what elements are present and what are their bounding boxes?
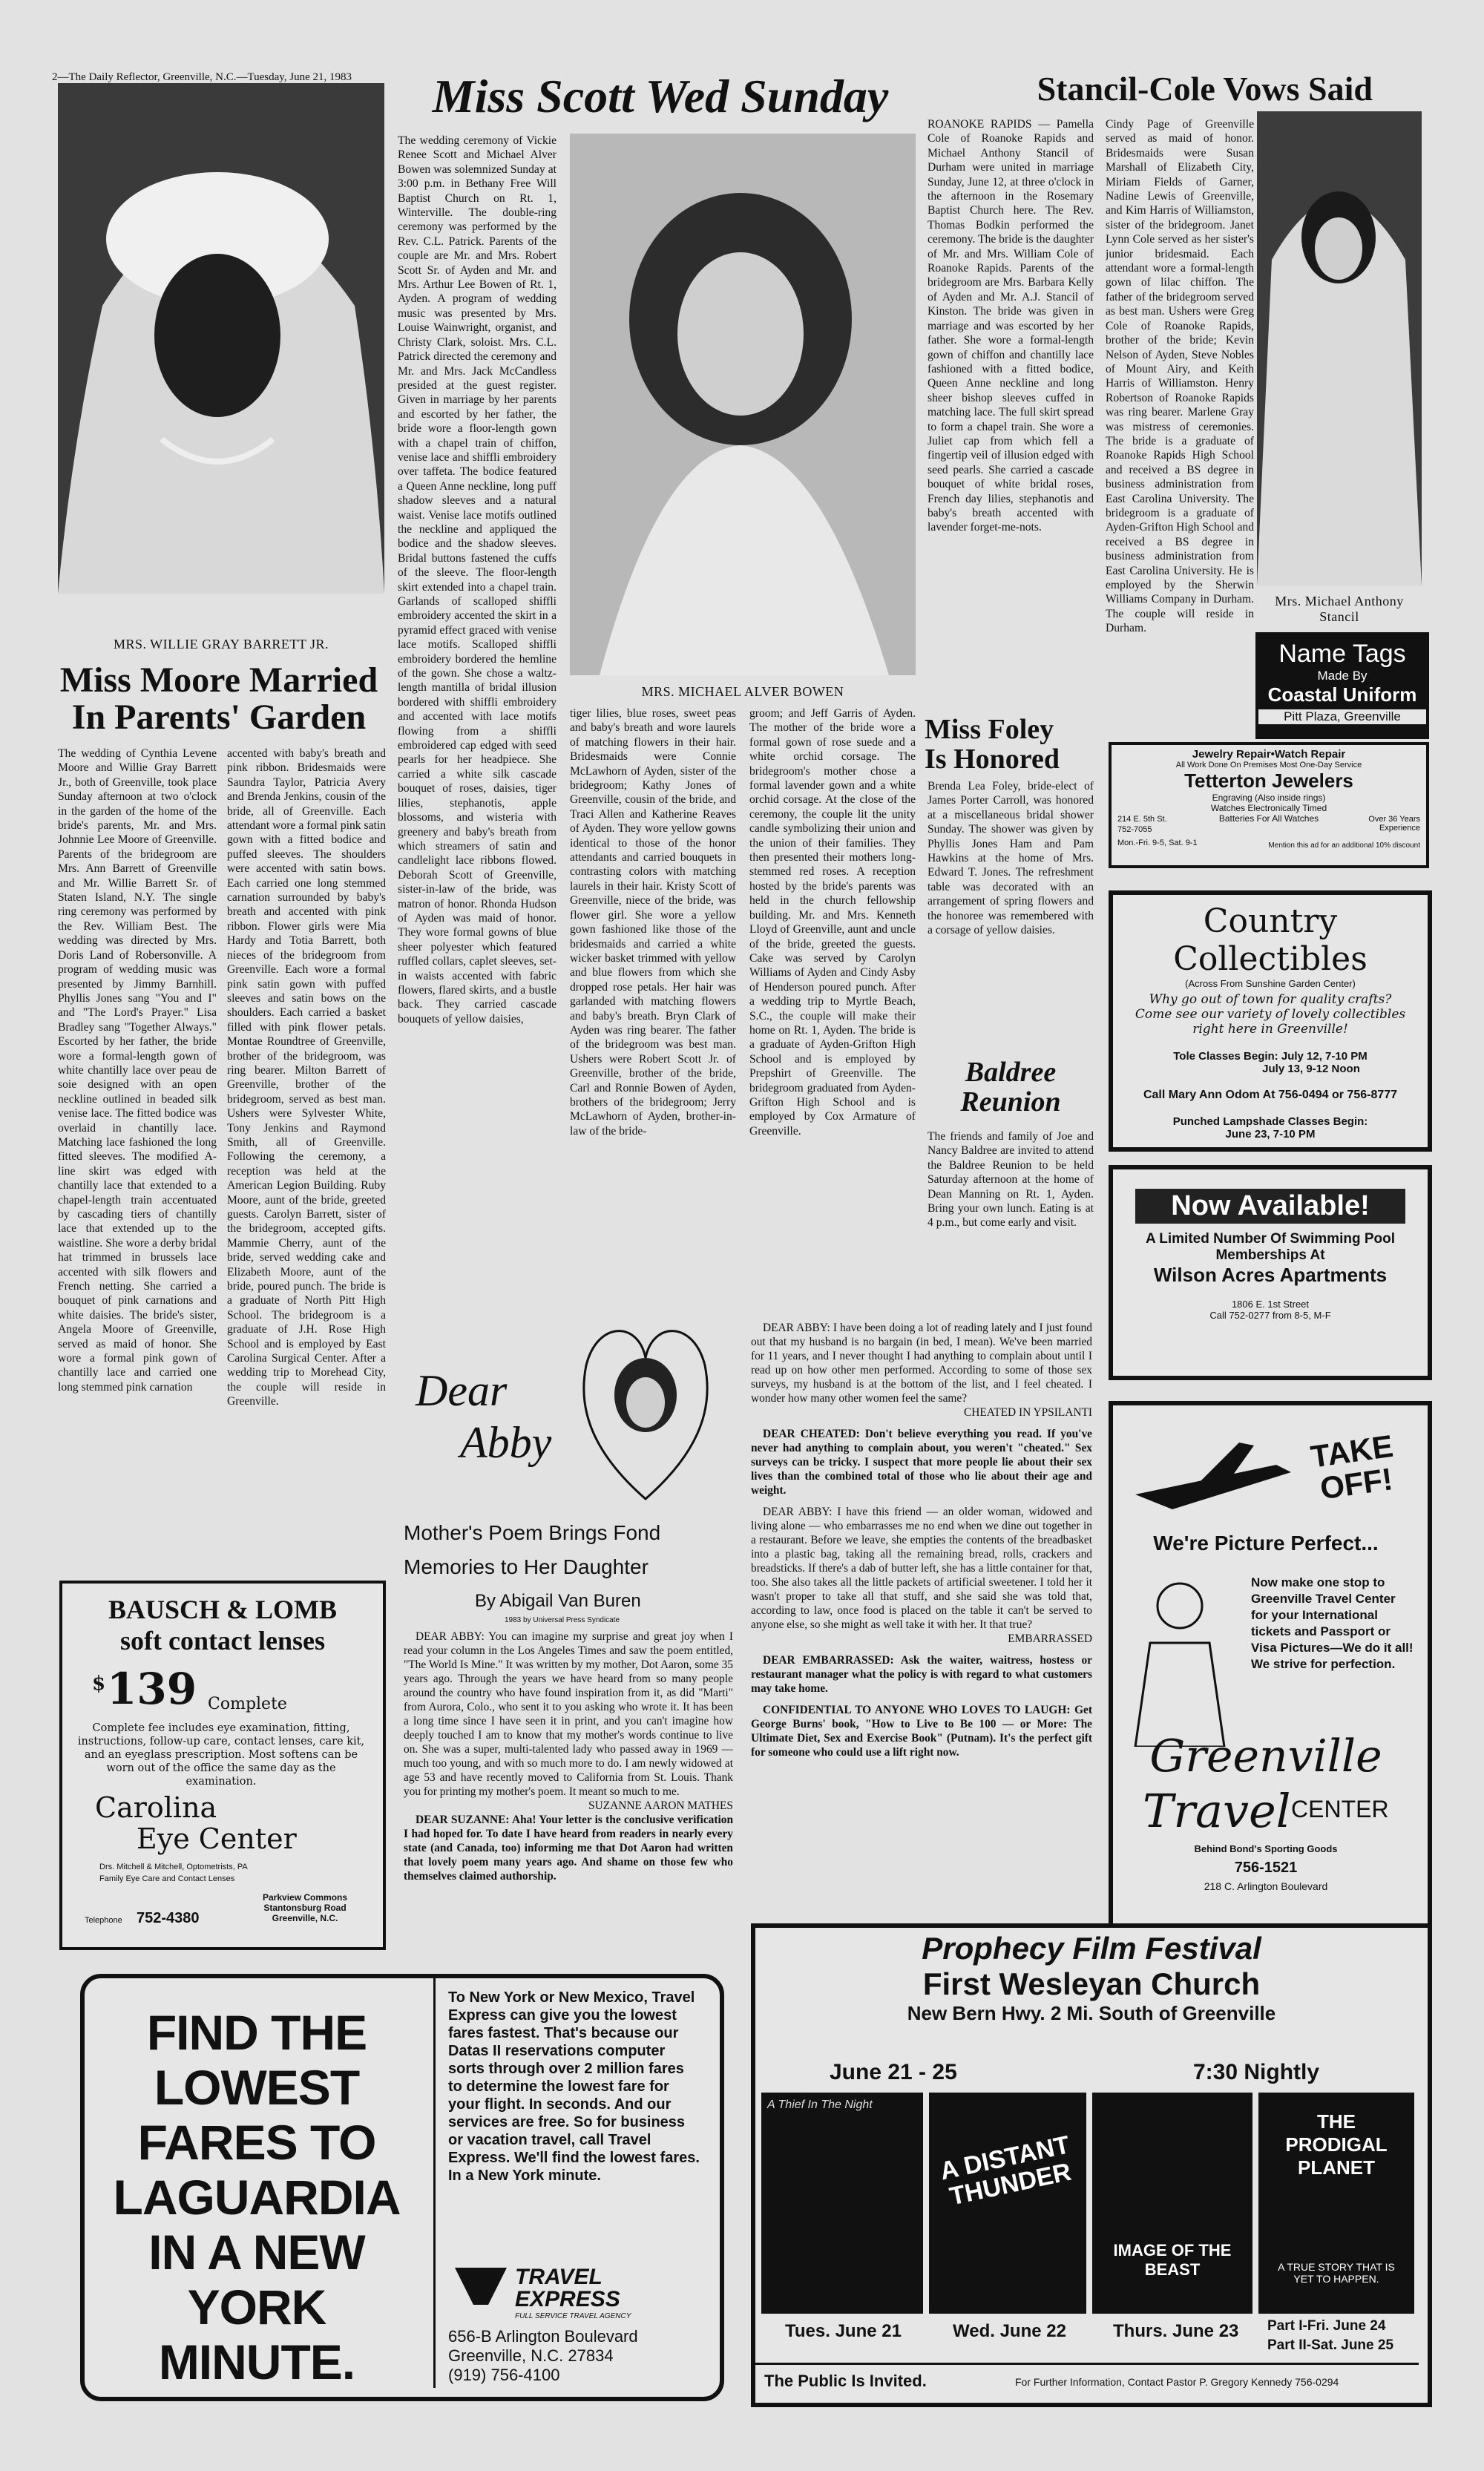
country-q2: Come see our variety of lovely collectibles [1135, 1007, 1406, 1022]
nametags-company: Coastal Uniform [1267, 683, 1417, 706]
tetterton-line1: Engraving (Also inside rings) [1212, 793, 1326, 803]
prophecy-info: For Further Information, Contact Pastor P. Gregory Kennedy 756-0294 [1015, 2376, 1339, 2388]
film-title-beast: IMAGE OF THE BEAST [1113, 2241, 1232, 2279]
barrett-caption: MRS. WILLIE GRAY BARRETT JR. [113, 637, 329, 652]
abby-answer-3: DEAR EMBARRASSED: Ask the waiter, waitress, hostess or restaurant manager what the policy is with regard to what customers may take home. [751, 1654, 1092, 1695]
lowest-fares-headline: FIND THE LOWEST FARES TO LAGUARDIA IN A NEW YORK MINUTE. [113, 2005, 401, 2389]
abby-headline-2: Memories to Her Daughter [404, 1555, 649, 1578]
wilson-line1: A Limited Number Of Swimming Pool [1145, 1231, 1396, 1247]
travel-express-logo2: EXPRESS [515, 2287, 620, 2311]
bausch-dollar: $ [92, 1673, 106, 1695]
wilson-acres-ad [1109, 1165, 1432, 1380]
abby-answer-1: DEAR SUZANNE: Aha! Your letter is the conclusive verification I had hoped for. To date I have heard from readers in nearly every state (and Canada, too) informing me that Dot Aaron had written that lovely poem many years ago. And shame on those few who themselves claimed authorship. [404, 1814, 733, 1883]
prophecy-location: New Bern Hwy. 2 Mi. South of Greenville [907, 2002, 1276, 2024]
lowest-body: To New York or New Mexico, Travel Express can give you the lowest fares fastest. That's because our Datas II reservations computer sorts through over 2 million fares to determine the lowest fare for your flight. In seconds. And our services are free. So for business or vacation travel, call Travel Express. We'll find the lowest fares. In a New York minute. [448, 1989, 700, 2184]
stancil-caption [1257, 594, 1422, 625]
prophecy-invite: The Public Is Invited. [764, 2372, 927, 2390]
tetterton-line2: Watches Electronically Timed [1210, 803, 1327, 813]
cole-headline: Stancil-Cole Vows Said [1037, 70, 1373, 108]
traveler-illustration [1128, 1569, 1239, 1747]
foley-headline-line2: Is Honored [925, 743, 1060, 775]
carolina-location [263, 1892, 347, 1923]
tetterton-experience [1368, 815, 1420, 833]
film-title-thief: A Thief In The Night [767, 2098, 873, 2111]
tetterton-phone: 752-7055 [1117, 825, 1152, 834]
travel-express-logo1: TRAVEL [515, 2265, 603, 2289]
abby-letter-3: DEAR ABBY: I have this friend — an older woman, widowed and living alone — who embarrasses me no end when we dine out together in a restaurant. Before we leave, she empties the contents of the breadbasket into a plastic bag, taking all the remaining bread, rolls, crackers and breadsticks. If there's a dab of butter left, she has a little container for that, too. She also takes all the little packets of artificial sweetener. I told her it wasn't proper to take all that stuff, and she said she was told that, according to law, once food is placed on the table it can't be served to anyone else, so she might as well take it with her. It that true? [751, 1506, 1092, 1631]
stancil-caption-line2: Stancil [1319, 609, 1359, 624]
nametags-heading: Name Tags [1278, 640, 1406, 668]
film-date-3: Thurs. June 23 [1113, 2321, 1239, 2341]
country-q1: Why go out of town for quality crafts? [1149, 992, 1392, 1007]
carolina-loc3: Greenville, N.C. [272, 1913, 338, 1923]
travelcenter-phone: 756-1521 [1234, 1860, 1298, 1876]
foley-headline [925, 715, 1088, 775]
carolina-name1: Carolina [95, 1791, 217, 1824]
travel-express-logo3: FULL SERVICE TRAVEL AGENCY [515, 2312, 631, 2320]
prophecy-time: 7:30 Nightly [1193, 2060, 1320, 2084]
country-sub: (Across From Sunshine Garden Center) [1185, 978, 1356, 989]
foley-headline-line1: Miss Foley [925, 714, 1054, 745]
picture-perfect: We're Picture Perfect... [1153, 1532, 1379, 1555]
heart-portrait-icon [579, 1313, 712, 1506]
bausch-lomb-ad [59, 1581, 386, 1950]
bride-portrait-image [570, 134, 916, 675]
moore-headline-line1: Miss Moore Married [59, 660, 378, 700]
abby-logo-dear: Dear [416, 1366, 508, 1415]
moore-headline [52, 662, 386, 737]
film-poster-beast [1092, 2093, 1252, 2314]
film-title-prodigal-2: PRODIGAL [1285, 2133, 1388, 2156]
moore-column-1: The wedding of Cynthia Levene Moore and Willie Gray Barrett Jr., both of Greenville, took place Sunday afternoon at two o'clock in the garden of the home of the bride's parents, Mr. and Mrs. Johnnie Lee Moore of Greenville. Parents of the bridegroom are Mrs. Ann Barrett of Greenville and Mr. Willie Barrett Sr. of Staten Island, N.Y. The single ring ceremony was performed by the Rev. William Best. The wedding was directed by Mrs. Doris Land of Robersonville. A program of wedding music was presented by Jimmy Barnhill. Phyllis Jones sang "You and I" and "The Lord's Prayer." Lisa Bradley sang "Together Always." Escorted by her father, the bride wore a formal-length gown of white chantilly lace over peau de soie designed with an open neckline outlined in beaded silk venise lace. The fitted bodice was overlaid in chantilly lace. Matching lace fashioned the long fitted sleeves. The modified A-line skirt was edged with chantilly lace that extended to a chapel-length train accentuated by cascading tiers of chantilly lace that extended up to the waistline. She wore a derby bridal hat trimmed in brussels lace accented with silk flowers and French netting. She carried a bouquet of pink carnations and white daisies. The bride's sister, Angela Moore of Greenville, served as maid of honor. She wore a formal pink gown of chantilly lace and carried one long stemmed pink carnation [58, 747, 217, 1394]
country-call: Call Mary Ann Odom At 756-0494 or 756-8777 [1143, 1089, 1398, 1101]
wilson-call: Call 752-0277 from 8-5, M-F [1209, 1310, 1331, 1321]
country-punch2: June 23, 7-10 PM [1225, 1128, 1316, 1141]
cole-column-1: ROANOKE RAPIDS — Pamella Cole of Roanoke Rapids and Michael Anthony Stancil of Durham were united in marriage Sunday, June 12, at three o'clock in the afternoon in the Rosemary Baptist Church here. The Rev. Thomas Bodkin performed the ceremony. The bride is the daughter of Mr. and Mrs. William Cole of Roanoke Rapids. Parents of the bridegroom are Mrs. Barbara Kelly of Ayden and Mr. A.J. Stancil of Kinston. The bride was given in marriage and was escorted by her father. She wore a formal-length gown of chiffon and chantilly lace fashioned with a fitted bodice, Queen Anne neckline and long sheer bishop sleeves cuffed in matching lace. The full skirt spread to form a chapel train. She wore a Juliet cap from which fell a fingertip veil of illusion edged with seed pearls. She carried a cascade bouquet of white bridal roses, French day lilies, stephanotis and baby's breath accented with lavender forget-me-nots. [928, 118, 1094, 534]
page-folio: 2—The Daily Reflector, Greenville, N.C.—Tuesday, June 21, 1983 [52, 71, 352, 83]
travelcenter-name2: Travel [1143, 1784, 1291, 1838]
carolina-loc2: Stantonsburg Road [263, 1903, 347, 1913]
prophecy-church: First Wesleyan Church [922, 1966, 1261, 2001]
country-punch1: Punched Lampshade Classes Begin: [1172, 1115, 1368, 1128]
foley-body: Brenda Lea Foley, bride-elect of James Porter Carroll, was honored at a miscellaneous bridal shower Sunday. The shower was given by Phyllis Jones Ham and Pam Hawkins at the home of Mrs. Edward T. Jones. The refreshment table was decorated with an arrangement of spring flowers and the honoree was remembered with a corsage of yellow daisies. [928, 780, 1094, 937]
tetterton-hours: Mon.-Fri. 9-5, Sat. 9-1 [1117, 839, 1198, 847]
travelcenter-name3: CENTER [1291, 1796, 1389, 1822]
nametags-madeby: Made By [1317, 669, 1368, 683]
baldree-body: The friends and family of Joe and Nancy Baldree are invited to attend the Baldree Reunion to be held Saturday afternoon at the home of Dean Manning on Rt. 1, Ayden. Bring your own lunch. Eating is at 4 p.m., but come early and visit. [928, 1130, 1094, 1230]
carolina-family: Family Eye Care and Contact Lenses [99, 1874, 235, 1883]
baldree-headline-line2: Reunion [960, 1086, 1061, 1118]
abby-answer-4: CONFIDENTIAL TO ANYONE WHO LOVES TO LAUGH: Get George Burns' book, "How to Live to Be 100 — or More: The Ultimate Diet, Sex and Exercise Book" (Putnam). It's the perfect gift for someone who could use a lift right now. [751, 1704, 1092, 1759]
country-title: Country Collectibles [1173, 902, 1368, 978]
country-collectibles-ad [1109, 890, 1432, 1152]
abby-logo-abby: Abby [460, 1418, 552, 1467]
carolina-doctors: Drs. Mitchell & Mitchell, Optometrists, PA [99, 1863, 248, 1871]
travel-express-logo-icon [451, 2260, 510, 2312]
tetterton-line3: Batteries For All Watches [1218, 813, 1319, 824]
carolina-phone: 752-4380 [137, 1910, 200, 1926]
film-date-4b: Part II-Sat. June 25 [1267, 2337, 1394, 2353]
scott-headline: Miss Scott Wed Sunday [432, 70, 889, 122]
abby-signature-2: CHEATED IN YPSILANTI [964, 1406, 1092, 1419]
travel-express-address2: Greenville, N.C. 27834 [448, 2346, 614, 2365]
country-q3: right here in Greenville! [1192, 1022, 1348, 1037]
barrett-photo [58, 83, 384, 594]
prophecy-film-festival-ad [751, 1923, 1432, 2407]
baldree-headline-line1: Baldree [965, 1057, 1057, 1088]
baldree-headline [928, 1058, 1094, 1118]
travelcenter-address: 218 C. Arlington Boulevard [1204, 1880, 1328, 1892]
take-off-heading: TAKE OFF! [1308, 1428, 1396, 1506]
scott-column-1: The wedding ceremony of Vickie Renee Scott and Michael Alver Bowen was solemnized Sunday at 3:00 p.m. in Bethany Free Will Baptist Church on Rt. 1, Winterville. The double-ring ceremony was performed by the Rev. C.L. Patrick. Parents of the couple are Mr. and Mrs. Robert Scott Sr. of Ayden and Mr. and Mrs. Arthur Lee Bowen of Rt. 1, Ayden. A program of wedding music was presented by Mrs. Louise Wainwright, organist, and Christy Clark, soloist. Mrs. C.L. Patrick directed the ceremony and Mr. and Mrs. Jack McCandless presided at the guest register. Given in marriage by her parents and escorted by her father, the bride wore a floor-length gown with a chapel train of chiffon, venise lace and shiffli embroidery over taffeta. The bodice featured a Queen Anne neckline, long puff shadow sleeves and a natural waist. Venise lace motifs outlined the neckline and appliqued the bodice and the shadow sleeves. Bridal buttons fastened the cuffs of the sleeve. The floor-length skirt extended into a chapel train. Garlands of scalloped shiffli embroidery accented the skirt in a pyramid effect graced with venise lace motifs. Scalloped shiffli embroidery bordered the hemline of the gown. She chose a waltz-length mantilla of bridal illusion bordered with shiffli embroidery and accented with lace motifs flowing from a shiffli embroidered cap edged with seed pearls for her headpiece. She carried a white silk cascade bouquet of roses, daisies, tiger lilies, stephanotis, apple blossoms, and wisteria with greenery and baby's breath from which streamers of satin and candlelight lace ribbons flowed. Deborah Scott of Greenville, sister-in-law of the bride, was matron of honor. Rhonda Hudson of Ayden was maid of honor. They wore formal gowns of blue sheer polyester which featured ruffled collars, caplet sleeves, set-in waists accented with fabric flowers, flared skirts, and a bustle back. They carried cascade bouquets of yellow daisies, [398, 134, 556, 1026]
carolina-loc1: Parkview Commons [263, 1892, 348, 1903]
tetterton-top: Jewelry Repair•Watch Repair [1192, 748, 1346, 761]
film-poster-thief [761, 2093, 923, 2314]
country-tole1: Tole Classes Begin: July 12, 7-10 PM [1173, 1050, 1368, 1063]
travel-express-address1: 656-B Arlington Boulevard [448, 2327, 638, 2346]
scott-column-3: groom; and Jeff Garris of Ayden. The mother of the bride wore a formal gown of rose suede and a white orchid corsage. The bridegroom's mother chose a formal lavender gown and a white orchid corsage. At the close of the ceremony, the couple lit the unity candle symbolizing their union and the union of their families. They then presented their mothers long-stemmed red roses. A reception hosted by the bride's parents was held in the church fellowship building. Mr. and Mrs. Kenneth Lloyd of Greenville, aunt and uncle of the bride, greeted the guests. Cake was served by Carolyn Williams of Ayden and Cindy Asby of Henderson poured punch. After a wedding trip to Myrtle Beach, S.C., the couple will make their home on Rt. 1, Ayden. The bride is a graduate of Ayden-Grifton High School and is employed by Prepshirt of Greenville. The bridegroom graduated from Ayden-Grifton High School and is employed by Cox Armature of Greenville. [749, 707, 916, 1138]
wilson-title: Now Available! [1135, 1189, 1405, 1224]
moore-headline-line2: In Parents' Garden [71, 698, 367, 738]
travelcenter-body: Now make one stop to Greenville Travel Center for your International tickets and Passport or Visa Pictures—We do it all! We strive for perfection. [1251, 1575, 1414, 1671]
film-title-prodigal-3: PLANET [1298, 2156, 1375, 2179]
abby-signature-1: SUZANNE AARON MATHES [588, 1799, 733, 1812]
film-date-4a: Part I-Fri. June 24 [1267, 2318, 1386, 2334]
tetterton-name: Tetterton Jewelers [1184, 769, 1353, 792]
travelcenter-name1: Greenville [1149, 1730, 1382, 1782]
tetterton-ad [1109, 742, 1429, 868]
bausch-subtitle: soft contact lenses [120, 1626, 325, 1655]
moore-column-2: accented with baby's breath and pink ribbon. Bridesmaids were Saundra Taylor, Patricia Avery and Brenda Jenkins, cousin of the bride, all of Greenville. Each attendant wore a formal pink satin gown with a fitted bodice and puffed sleeves. The shoulders were accented with satin bows. Each carried one long stemmed carnation surrounded by baby's breath and accented with pink ribbon. Flower girls were Mia Hardy and Totia Barrett, both nieces of the bridegroom from Greenville. Each wore a formal pink satin gown with puffed sleeves and satin bows on the shoulders. Each carried a basket filled with pink flower petals. Montae Roundtree of Greenville, brother of the bridegroom, was ring bearer. Milton Barrett of Greenville, brother of the bridegroom, served as best man. Ushers were Sylvester White, Tony Jenkins and Raymond Smith, all of Greenville. Following the ceremony, a reception was held at the American Legion Building. Ruby Moore, aunt of the bride, greeted guests. Carolyn Barrett, sister of the bridegroom, accepted gifts. Mammie Cherry, aunt of the bride, served wedding cake and Elizabeth Moore, aunt of the bride, poured punch. The bride is a graduate of North Pitt High School. The bridegroom is a graduate of J.H. Rose High School and is employed by East Carolina Surgical Center. After a wedding trip to Morehead City, the couple will reside in Greenville. [227, 747, 386, 1408]
bowen-photo [570, 134, 916, 675]
abby-letter-2: DEAR ABBY: I have been doing a lot of reading lately and I just found out that my husband is no bargain (in bed, I mean). We've been married for 11 years, and I never thought I had anything to complain about until I read up on how other men performed. According to some of those sex surveys, my husband is at the bottom of the list, and I feel cheated. I wonder how many other women feel the same? [751, 1322, 1092, 1405]
film-date-2: Wed. June 22 [953, 2321, 1066, 2341]
nametags-location: Pitt Plaza, Greenville [1258, 709, 1426, 724]
dear-abby-logo [401, 1313, 712, 1506]
tetterton-exp-line2: Experience [1379, 824, 1420, 833]
stancil-photo [1257, 111, 1422, 586]
coastal-uniform-ad [1255, 632, 1429, 739]
lowest-divider [433, 1978, 436, 2388]
film-title-prodigal-1: THE [1317, 2110, 1356, 2133]
bride-portrait-image [1257, 111, 1422, 586]
bausch-complete: Complete [208, 1695, 287, 1713]
abby-column-2 [751, 1321, 1092, 1914]
carolina-name2: Eye Center [137, 1822, 297, 1855]
wilson-address: 1806 E. 1st Street [1231, 1299, 1310, 1310]
travel-express-phone: (919) 756-4100 [448, 2366, 560, 2384]
abby-column-1 [404, 1630, 733, 2001]
tetterton-sub: All Work Done On Premises Most One-Day Service [1175, 761, 1362, 769]
greenville-travel-center-ad [1109, 1401, 1432, 1940]
film-tagline-prodigal: A TRUE STORY THAT IS YET TO HAPPEN. [1278, 2261, 1395, 2285]
prophecy-title: Prophecy Film Festival [922, 1931, 1261, 1966]
cole-column-2: Cindy Page of Greenville served as maid of honor. Bridesmaids were Susan Marshall of Elizabeth City, Miriam Fields of Garner, Nadine Lewis of Greenville, and Kim Harris of Williamston, sister of the bridegroom. Janet Lynn Cole served as her sister's junior bridesmaid. Each attendant wore a formal-length gown of lilac chiffon. The father of the bridegroom served as best man. Ushers were Greg Cole of Roanoke Rapids, brother of the bride; Kevin Nelson of Ayden, Steve Nobles of Mount Airy, and Keith Harris of Williamston. Henry Robertson of Roanoke Rapids was ring bearer. Marlene Gray was mistress of ceremonies. The bride is a graduate of Roanoke Rapids High School and received a BS degree in business administration from East Carolina University. The bridegroom is a graduate of Ayden-Grifton High School and received a BS degree in business administration from East Carolina University. He is employed by the Sherwin Williams Company in Durham. The couple will reside in Durham. [1106, 118, 1254, 635]
bausch-body: Complete fee includes eye examination, fitting, instructions, follow-up care, contact lenses, care kit, and an eyeglass prescription. Most softens can be worn out of the office the same day as the examination. [77, 1722, 365, 1788]
abby-letter-1: DEAR ABBY: You can imagine my surprise and great joy when I read your column in the Los Angeles Times and saw the poem entitled, "The World Is Mine." It was written by my mother, Dot Aaron, some 35 years ago. Through the years we have heard from so many people around the country who have found inspiration from it, as did "Marti" from Aurora, Colo., who sent it to you asking who wrote it. It has been a long time since I have seen it in print, and you can't imagine how deeply touched I am to know that my mother's words continue to live on. She was a super, multi-talented lady who passed away in 1969 — much too young, and with so much more to do. I am newly widowed at age 53 and have recently moved to California from St. Louis. Thank you for printing my mother's poem. It meant so much to me. [404, 1630, 733, 1798]
prophecy-dates: June 21 - 25 [830, 2060, 957, 2084]
bausch-title: BAUSCH & LOMB [108, 1595, 338, 1624]
abby-copyright: 1983 by Universal Press Syndicate [505, 1616, 620, 1624]
wilson-line2: Memberships At [1215, 1247, 1325, 1263]
airplane-icon [1128, 1435, 1298, 1532]
stancil-caption-line1: Mrs. Michael Anthony [1275, 594, 1404, 608]
film-poster-prodigal [1258, 2093, 1414, 2314]
carolina-tel-label: Telephone [85, 1916, 122, 1925]
scott-column-2: tiger lilies, blue roses, sweet peas and baby's breath and wore laurels of matching flowers in their hair. Bridesmaids were Connie McLawhorn of Ayden, sister of the bridegroom; Kathy Jones of Greenville, cousin of the bride, and Traci Allen and Katherine Reaves of Ayden. They wore yellow gowns identical to those of the honor attendants and carried bouquets in contrasting colors with matching laurels in their hair. Kristy Scott of Greenville, niece of the bride, was flower girl. She wore a yellow gown fashioned like those of the bridesmaids and carried a white wicker basket trimmed with yellow and blue flowers from which she dropped rose petals. Her hair was garlanded with matching flowers and baby's breath. Bryn Clark of Ayden was ring bearer. The father of the bridegroom was best man. Ushers were Robert Scott Jr. of Greenville, brother of the bride, Carl and Ronnie Bowen of Ayden, brothers of the bridegroom; Jerry McLawhorn of Ayden, brother-in-law of the bride- [570, 707, 736, 1138]
film-date-1: Tues. June 21 [785, 2321, 902, 2341]
abby-headline-1: Mother's Poem Brings Fond [404, 1521, 661, 1544]
prophecy-footer-rule [755, 2363, 1419, 2365]
abby-signature-3: EMBARRASSED [1008, 1632, 1092, 1645]
film-poster-thunder [929, 2093, 1086, 2314]
abby-byline: By Abigail Van Buren [475, 1591, 641, 1611]
tetterton-exp-line1: Over 36 Years [1368, 815, 1420, 824]
tetterton-note: Mention this ad for an additional 10% discount [1268, 841, 1420, 850]
wilson-line3: Wilson Acres Apartments [1153, 1264, 1388, 1286]
film-title-thunder: A DISTANT THUNDER [937, 2130, 1074, 2211]
travelcenter-behind: Behind Bond's Sporting Goods [1194, 1843, 1338, 1854]
bride-portrait-image [58, 83, 384, 594]
country-tole2: July 13, 9-12 Noon [1262, 1063, 1360, 1075]
tetterton-address: 214 E. 5th St. [1117, 815, 1167, 824]
travel-express-ad [80, 1974, 724, 2401]
bowen-caption: MRS. MICHAEL ALVER BOWEN [641, 684, 844, 699]
abby-answer-2: DEAR CHEATED: Don't believe everything you read. If you've never had anything to complain about, you weren't "cheated." Sex surveys can be tricky. I suspect that more people lie about their sex lives than the combined total of those who lie about their age and weight. [751, 1428, 1092, 1497]
bausch-price: 139 [107, 1664, 197, 1714]
